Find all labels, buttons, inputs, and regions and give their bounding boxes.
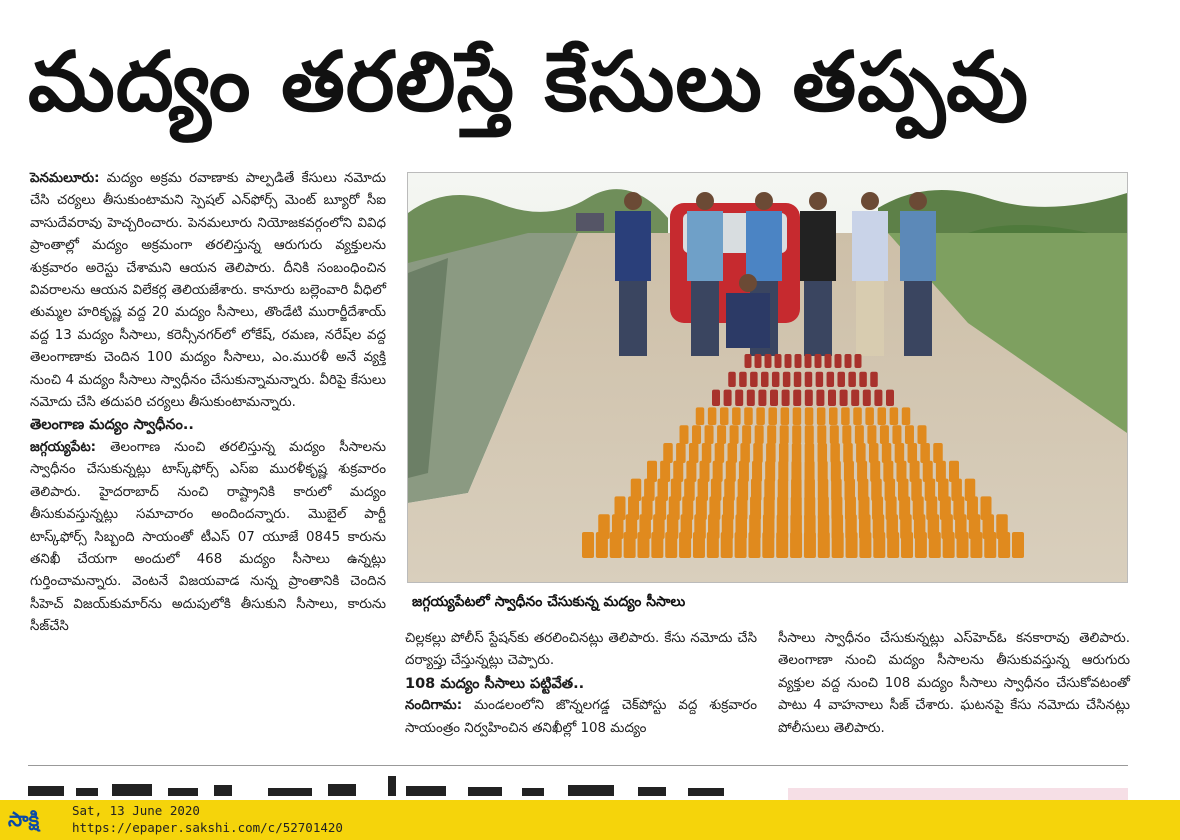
edition-date: Sat, 13 June 2020 <box>72 803 200 818</box>
bottle <box>874 390 882 406</box>
bottle <box>732 407 741 425</box>
bottle <box>793 407 802 425</box>
sakshi-logo <box>6 804 64 836</box>
bottle <box>865 407 874 425</box>
bottle <box>848 372 856 387</box>
bottle <box>756 407 765 425</box>
bottle <box>832 532 844 558</box>
dateline-penamaluru: పెనమలూరు: <box>30 171 100 186</box>
headline: మద్యం తరలిస్తే కేసులు తప్పవు <box>28 35 1030 130</box>
news-photo <box>407 172 1128 583</box>
bottle <box>779 443 789 463</box>
bottle <box>744 407 753 425</box>
bottle <box>998 532 1010 558</box>
bottle <box>843 443 853 463</box>
bottle <box>735 532 747 558</box>
bottle <box>886 390 894 406</box>
article-column-3 <box>778 628 1130 740</box>
person-figure <box>615 192 651 356</box>
bottle <box>859 372 867 387</box>
bottle <box>768 407 777 425</box>
bottle <box>827 372 835 387</box>
bottle <box>767 425 776 444</box>
bottle <box>792 425 801 444</box>
person-figure <box>852 192 888 356</box>
bottle <box>735 390 743 406</box>
article-column-2 <box>405 628 757 740</box>
dateline-jaggayyapeta: జగ్గయ్యపేట: <box>30 439 97 455</box>
bottle <box>915 532 927 558</box>
bottle <box>596 532 608 558</box>
bottle <box>715 443 725 463</box>
bottle <box>825 354 832 368</box>
bottle <box>755 425 764 444</box>
bottle <box>867 425 876 444</box>
bottle <box>984 532 996 558</box>
bottle <box>689 443 699 463</box>
bottle <box>830 443 840 463</box>
bottle <box>785 354 792 368</box>
bottle <box>901 532 913 558</box>
bottle <box>840 390 848 406</box>
bottle <box>830 425 839 444</box>
bottle <box>761 372 769 387</box>
bottle <box>651 532 663 558</box>
bottle <box>680 425 689 444</box>
paragraph-jaggayyapeta <box>30 437 386 639</box>
bottle <box>887 532 899 558</box>
bottle <box>693 532 705 558</box>
bottle <box>766 443 776 463</box>
article-column-1 <box>30 168 386 748</box>
bottle <box>895 443 905 463</box>
bottle <box>855 425 864 444</box>
bottle <box>776 532 788 558</box>
bottle <box>805 425 814 444</box>
bottle <box>970 532 982 558</box>
bottle <box>873 532 885 558</box>
bottle <box>815 354 822 368</box>
bottle <box>676 443 686 463</box>
bottle <box>853 407 862 425</box>
bottle <box>804 532 816 558</box>
bottle <box>933 443 943 463</box>
bottle <box>717 425 726 444</box>
bottle <box>817 425 826 444</box>
bottle <box>793 390 801 406</box>
bottle <box>890 407 899 425</box>
bottle <box>846 532 858 558</box>
bottle <box>582 532 594 558</box>
bottle <box>845 354 852 368</box>
bottle <box>869 443 879 463</box>
bottle <box>957 532 969 558</box>
svg-text:సాక్షి: సాక్షి <box>8 807 40 831</box>
bottle <box>882 443 892 463</box>
bottle <box>624 532 636 558</box>
bottle <box>780 425 789 444</box>
bottle <box>740 443 750 463</box>
bottle <box>805 390 813 406</box>
paragraph-penamaluru-body: మద్యం అక్రమ రవాణాకు పాల్పడితే కేసులు నమోదు చేసి చర్యలు తీసుకుంటామని స్పెషల్ ఎన్‌ఫోర్స్ మెంట్ బ్యూరో సీఐ వాసుదేవరావు హెచ్చరించారు. పెనమలూరు నియోజకవర్గంలోని వివిధ ప్రాంతాల్లో మద్యం అక్రమంగా తరలిస్తున్న ఆరుగురు వ్యక్తులను శుక్రవారం అరెస్టు చేశామని ఆయన తెలిపారు. దీనికి సంబంధించిన వివరాలను ఆయన విలేకర్ల తెలియజేశారు. కానూరు బల్లెంవారి వీధిలో తుమ్మల హరికృష్ణ వద్ద 20 మద్యం సీసాలు, తొండేటి మురార్జీదేశాయ్ వద్ద 13 మద్యం సీసాలు, కరెన్సీనగర్‌లో లోకేష్, రమణ, నరేష్‌ల వద్ద తెలంగాణాకు చెందిన 100 మద్యం సీసాలు, ఎం.మురళీ అనే వ్యక్తి నుంచి 4 మద్యం సీసాలు స్వాధీనం చేసుకున్నామన్నారు. వీరిపై కేసులు నమోదు చేసి తదుపరి చర్యలు తీసుకుంటామన్నారు. <box>30 171 386 411</box>
bottle <box>762 532 774 558</box>
bottle <box>805 372 813 387</box>
bottle <box>712 390 720 406</box>
bottle <box>1012 532 1024 558</box>
bottle <box>679 532 691 558</box>
bottle <box>782 390 790 406</box>
bottle <box>878 407 887 425</box>
bottle <box>918 425 927 444</box>
bottle <box>705 425 714 444</box>
bottle <box>835 354 842 368</box>
bottle <box>739 372 747 387</box>
bottle <box>748 532 760 558</box>
bottle <box>859 532 871 558</box>
person-figure <box>687 192 723 356</box>
bottle <box>745 354 752 368</box>
bottle <box>721 532 733 558</box>
bottle <box>837 372 845 387</box>
bottle <box>747 390 755 406</box>
bottle <box>772 372 780 387</box>
bottle <box>708 407 717 425</box>
bottle <box>755 354 762 368</box>
bottle <box>943 532 955 558</box>
bottle <box>724 390 732 406</box>
bottle <box>856 443 866 463</box>
seized-bottles-photo <box>408 173 1127 582</box>
bottle <box>870 372 878 387</box>
bottle <box>818 532 830 558</box>
paragraph-penamaluru <box>30 168 386 414</box>
bottle <box>795 354 802 368</box>
paragraph-nandigama-continued: సీసాలు స్వాధీనం చేసుకున్నట్లు ఎస్‌హెచ్‌ఓ కనకారావు తెలిపారు. తెలంగాణా నుంచి మద్యం సీసాలను తీసుకువస్తున్న ఆరుగురు వ్యక్తుల వద్ద నుంచి 108 మద్యం సీసాలు స్వాధీనం చేసుకోవటంతో పాటు 4 వాహనాలు సీజ్ చేశారు. ఘటనపై కేసు నమోదు చేసినట్లు పోలీసులు తెలిపారు. <box>778 631 1130 736</box>
bottle <box>637 532 649 558</box>
bottle <box>750 372 758 387</box>
bottle <box>742 425 751 444</box>
bottle <box>816 390 824 406</box>
bottle <box>892 425 901 444</box>
bottle <box>753 443 763 463</box>
next-article-headline-cropped <box>28 770 778 796</box>
bottle <box>880 425 889 444</box>
bottle <box>663 443 673 463</box>
bottle <box>805 354 812 368</box>
person-figure <box>900 192 936 356</box>
bottle <box>790 532 802 558</box>
bottle <box>929 532 941 558</box>
bottle <box>610 532 622 558</box>
bottle <box>770 390 778 406</box>
photo-caption: జగ్గయ్యపేటలో స్వాధీనం చేసుకున్న మద్యం సీసాలు <box>412 594 686 610</box>
bottle <box>702 443 712 463</box>
bottle <box>905 425 914 444</box>
bottle <box>841 407 850 425</box>
dateline-nandigama: నందిగామ: <box>405 698 463 714</box>
bottle <box>794 372 802 387</box>
paragraph-jaggayyapeta-body: తెలంగాణ నుంచి తరలిస్తున్న మద్యం సీసాలను స్వాధీనం చేసుకున్నట్లు టాస్క్‌ఫోర్స్ ఎస్ఐ మురళీకృష్ణ శుక్రవారం తెలిపారు. హైదరాబాద్ నుంచి రాష్ట్రానికి కారులో మద్యం తీసుకువస్తున్నట్లు సమాచారం అందిందన్నారు. మొబైల్ పార్టీ టాస్క్‌ఫోర్స్ సిబ్బంది సాయంతో టీఎస్ 07 యూజే 0845 కారును తనిఖీ చేయగా అందులో 468 మద్యం సీసాలు ఉన్నట్లు గుర్తించామన్నారు. వెంటనే విజయవాడ నున్న ప్రాంతానికి చెందిన సీహెచ్ విజయ్‌కుమార్‌ను అదుపులోకి తీసుకుని సీసాలు, కారును సీజ్‌చేసి <box>30 439 386 635</box>
bottle <box>851 390 859 406</box>
bottle <box>696 407 705 425</box>
bottle <box>817 407 826 425</box>
subhead-telangana: తెలంగాణ మద్యం స్వాధీనం.. <box>30 417 194 434</box>
subhead-108-bottles: 108 మద్యం సీసాలు పట్టివేత.. <box>405 675 585 692</box>
bottle <box>783 372 791 387</box>
bottle <box>692 425 701 444</box>
bottle <box>805 407 814 425</box>
bottle <box>781 407 790 425</box>
bottle <box>902 407 911 425</box>
epaper-footer <box>0 800 1180 840</box>
bottle <box>818 443 828 463</box>
bottle <box>792 443 802 463</box>
bottle <box>816 372 824 387</box>
paragraph-nandigama <box>405 695 757 740</box>
bottle <box>720 407 729 425</box>
person-figure <box>800 192 836 356</box>
bottle <box>908 443 918 463</box>
bottle <box>855 354 862 368</box>
bottle <box>728 443 738 463</box>
bottle <box>775 354 782 368</box>
bottle <box>728 372 736 387</box>
bottle <box>765 354 772 368</box>
section-divider <box>28 765 1128 766</box>
bottle <box>863 390 871 406</box>
bottle <box>829 407 838 425</box>
bottle <box>805 443 815 463</box>
bottle <box>758 390 766 406</box>
bottle <box>665 532 677 558</box>
bottle <box>828 390 836 406</box>
epaper-url-link[interactable]: https://epaper.sakshi.com/c/52701420 <box>72 820 343 835</box>
bottle <box>842 425 851 444</box>
bottle <box>730 425 739 444</box>
bottle <box>920 443 930 463</box>
paragraph-nandigama-body: మండలంలోని జొన్నలగడ్డ చెక్‌పోస్టు వద్ద శుక్రవారం సాయంత్రం నిర్వహించిన తనిఖీల్లో 108 మద్యం <box>405 698 757 736</box>
paragraph-chillakallu: చిల్లకల్లు పోలీస్ స్టేషన్‌కు తరలించినట్లు తెలిపారు. కేసు నమోదు చేసి దర్యాప్తు చేస్తున్నట్లు చెప్పారు. <box>405 631 757 669</box>
bottle <box>707 532 719 558</box>
